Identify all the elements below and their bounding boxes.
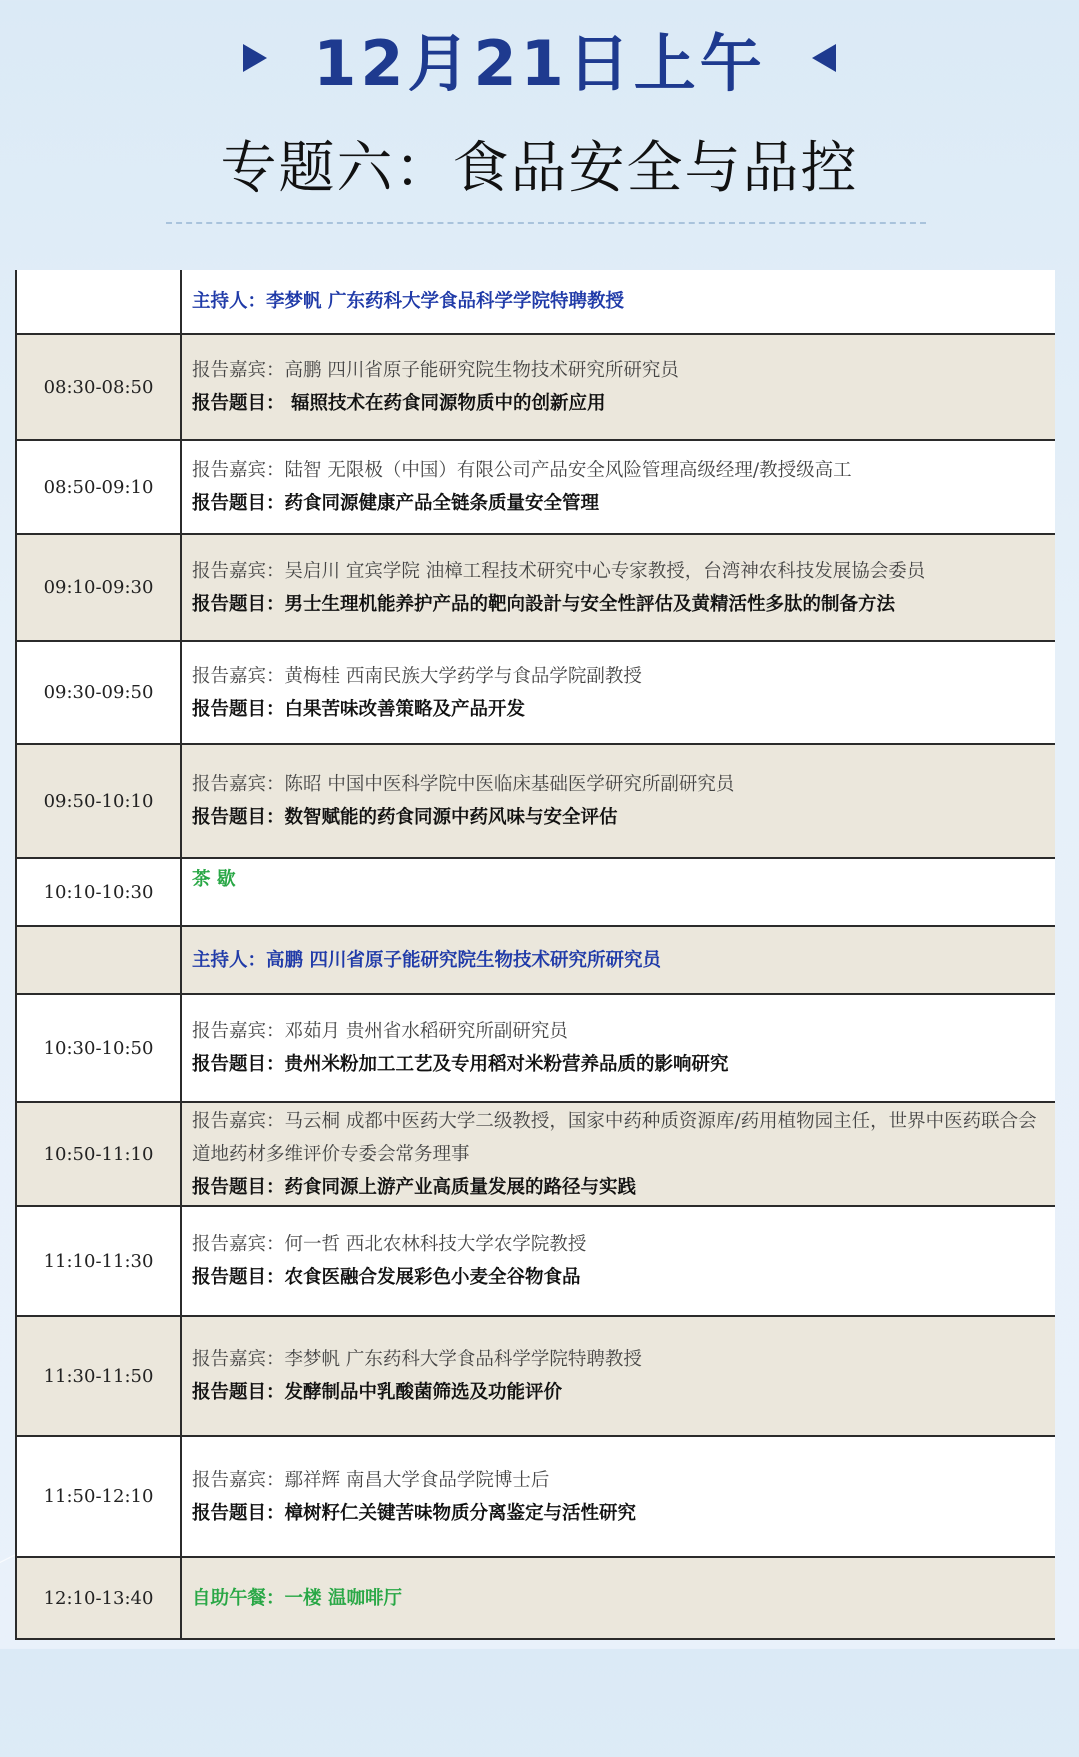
talk-row (16, 641, 1055, 744)
time-cell: 12:10-13:40 (16, 1557, 181, 1639)
talk-title: 报告题目：药食同源健康产品全链条质量安全管理 (192, 493, 600, 514)
talk-title: 报告题目：数智赋能的药食同源中药风味与安全评估 (192, 807, 618, 828)
break-text: 茶 歇 (192, 869, 236, 890)
host-text: 主持人：李梦帆 广东药科大学食品科学学院特聘教授 (192, 291, 624, 312)
time-cell: 08:50-09:10 (16, 440, 181, 534)
talk-row (16, 1436, 1055, 1557)
speaker-text: 报告嘉宾：陆智 无限极（中国）有限公司产品安全风险管理高级经理/教授级高工 (192, 460, 852, 481)
time-cell: 09:30-09:50 (16, 641, 181, 744)
talk-row (16, 440, 1055, 534)
time-cell: 11:10-11:30 (16, 1206, 181, 1316)
time-cell: 11:30-11:50 (16, 1316, 181, 1436)
time-cell: 09:10-09:30 (16, 534, 181, 641)
lunch-row (16, 1557, 1055, 1639)
time-cell: 11:50-12:10 (16, 1436, 181, 1557)
time-cell: 09:50-10:10 (16, 744, 181, 858)
time-cell: 10:50-11:10 (16, 1102, 181, 1206)
talk-row (16, 744, 1055, 858)
talk-title: 报告题目：发酵制品中乳酸菌筛选及功能评价 (192, 1382, 563, 1403)
time-cell: 10:30-10:50 (16, 994, 181, 1102)
time-cell: 10:10-10:30 (16, 858, 181, 926)
schedule-table (15, 270, 1055, 1640)
talk-row (16, 1316, 1055, 1436)
speaker-text: 报告嘉宾：高鹏 四川省原子能研究院生物技术研究所研究员 (192, 360, 679, 381)
session-date-header (0, 18, 1079, 98)
time-cell (16, 926, 181, 994)
speaker-text: 报告嘉宾：吴启川 宜宾学院 油樟工程技术研究中心专家教授，台湾神农科技发展協会委员 (192, 560, 926, 582)
talk-row (16, 534, 1055, 641)
triangle-left-icon (812, 44, 836, 72)
host-text: 主持人：高鹏 四川省原子能研究院生物技术研究所研究员 (192, 949, 661, 971)
talk-title: 报告题目：农食医融合发展彩色小麦全谷物食品 (192, 1267, 581, 1288)
time-cell (16, 270, 181, 334)
triangle-right-icon (243, 44, 267, 72)
session-topic: 专题六：食品安全与品控 (220, 136, 859, 201)
talk-title: 报告题目：药食同源上游产业高质量发展的路径与实践 (192, 1176, 637, 1198)
talk-title: 报告题目：樟树籽仁关键苦味物质分离鉴定与活性研究 (192, 1502, 637, 1524)
lunch-text: 自助午餐：一楼 温咖啡厅 (192, 1587, 402, 1609)
speaker-text: 报告嘉宾：邓茹月 贵州省水稻研究所副研究员 (192, 1021, 568, 1042)
host-row (16, 270, 1055, 334)
speaker-text: 报告嘉宾：黄梅桂 西南民族大学药学与食品学院副教授 (192, 665, 642, 687)
speaker-text: 报告嘉宾：李梦帆 广东药科大学食品科学学院特聘教授 (192, 1349, 642, 1370)
talk-row (16, 334, 1055, 440)
talk-title: 报告题目： 辐照技术在药食同源物质中的创新应用 (192, 393, 606, 414)
speaker-text: 报告嘉宾：陈昭 中国中医科学院中医临床基础医学研究所副研究员 (192, 774, 735, 795)
host-row (16, 926, 1055, 994)
talk-row (16, 1206, 1055, 1316)
speaker-text: 报告嘉宾：鄢祥辉 南昌大学食品学院博士后 (192, 1469, 550, 1491)
speaker-text: 报告嘉宾：马云桐 成都中医药大学二级教授，国家中药种质资源库/药用植物园主任，世界中医药联合会道地药材多维评价专委会常务理事 (192, 1110, 1037, 1165)
break-row (16, 858, 1055, 926)
talk-title: 报告题目：男士生理机能养护产品的靶向設計与安全性評估及黄精活性多肽的制备方法 (192, 593, 896, 615)
time-cell: 08:30-08:50 (16, 334, 181, 440)
talk-row (16, 994, 1055, 1102)
speaker-text: 报告嘉宾：何一哲 西北农林科技大学农学院教授 (192, 1234, 587, 1255)
talk-row (16, 1102, 1055, 1206)
talk-title: 报告题目：白果苦味改善策略及产品开发 (192, 698, 526, 720)
dashed-divider (166, 222, 926, 224)
talk-title: 报告题目：贵州米粉加工工艺及专用稻对米粉营养品质的影响研究 (192, 1054, 729, 1075)
session-date: 12月21日上午 (313, 26, 766, 100)
